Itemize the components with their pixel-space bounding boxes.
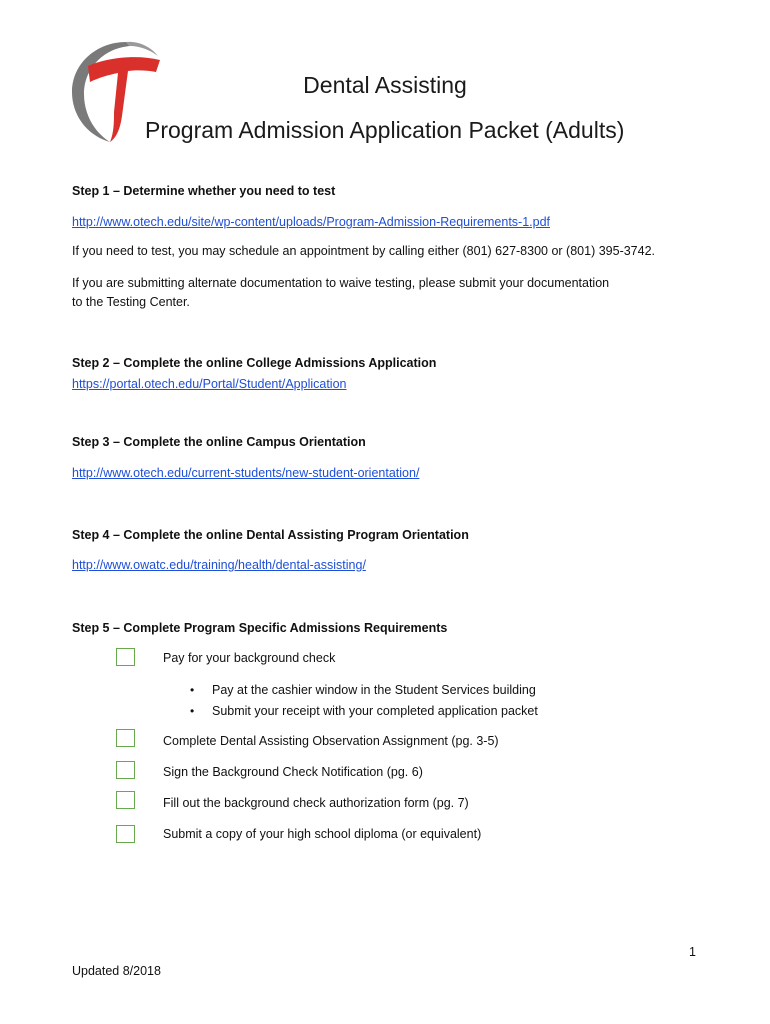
step4-link[interactable]: http://www.owatc.edu/training/health/dental-assisting/	[72, 558, 366, 572]
checkbox-background-notification[interactable]	[116, 761, 135, 779]
page-number: 1	[689, 945, 696, 959]
document-subtitle: Program Admission Application Packet (Adults)	[145, 117, 625, 143]
step2-heading: Step 2 – Complete the online College Admissions Application	[72, 356, 437, 370]
checkbox-authorization-form[interactable]	[116, 791, 135, 809]
checkbox-background-check[interactable]	[116, 648, 135, 666]
step2-link[interactable]: https://portal.otech.edu/Portal/Student/Application	[72, 377, 347, 391]
step3-link[interactable]: http://www.otech.edu/current-students/new-student-orientation/	[72, 466, 420, 480]
bullet-icon: •	[190, 683, 195, 697]
requirement-label: Fill out the background check authorization form (pg. 7)	[163, 796, 469, 810]
document-title: Dental Assisting	[303, 72, 467, 98]
step1-alternate-note-line1: If you are submitting alternate documentation to waive testing, please submit your documentation	[72, 276, 610, 290]
checkbox-diploma[interactable]	[116, 825, 135, 843]
sub-bullet-text: Pay at the cashier window in the Student Services building	[212, 683, 536, 697]
checkbox-observation-assignment[interactable]	[116, 729, 135, 747]
updated-date: Updated 8/2018	[72, 964, 161, 978]
requirement-label: Pay for your background check	[163, 651, 336, 665]
step3-heading: Step 3 – Complete the online Campus Orientation	[72, 435, 366, 449]
requirement-label: Complete Dental Assisting Observation Assignment (pg. 3-5)	[163, 734, 499, 748]
step1-link[interactable]: http://www.otech.edu/site/wp-content/uploads/Program-Admission-Requirements-1.pdf	[72, 215, 551, 229]
sub-bullet-text: Submit your receipt with your completed application packet	[212, 704, 538, 718]
requirement-label: Submit a copy of your high school diploma (or equivalent)	[163, 827, 482, 841]
step1-alternate-note-line2: to the Testing Center.	[72, 295, 190, 309]
step5-heading: Step 5 – Complete Program Specific Admissions Requirements	[72, 621, 448, 635]
requirement-label: Sign the Background Check Notification (pg. 6)	[163, 765, 423, 779]
step1-heading: Step 1 – Determine whether you need to test	[72, 184, 336, 198]
step1-test-note: If you need to test, you may schedule an appointment by calling either (801) 627-8300 or (801) 395-3742.	[72, 244, 656, 258]
bullet-icon: •	[190, 704, 195, 718]
step4-heading: Step 4 – Complete the online Dental Assisting Program Orientation	[72, 528, 469, 542]
